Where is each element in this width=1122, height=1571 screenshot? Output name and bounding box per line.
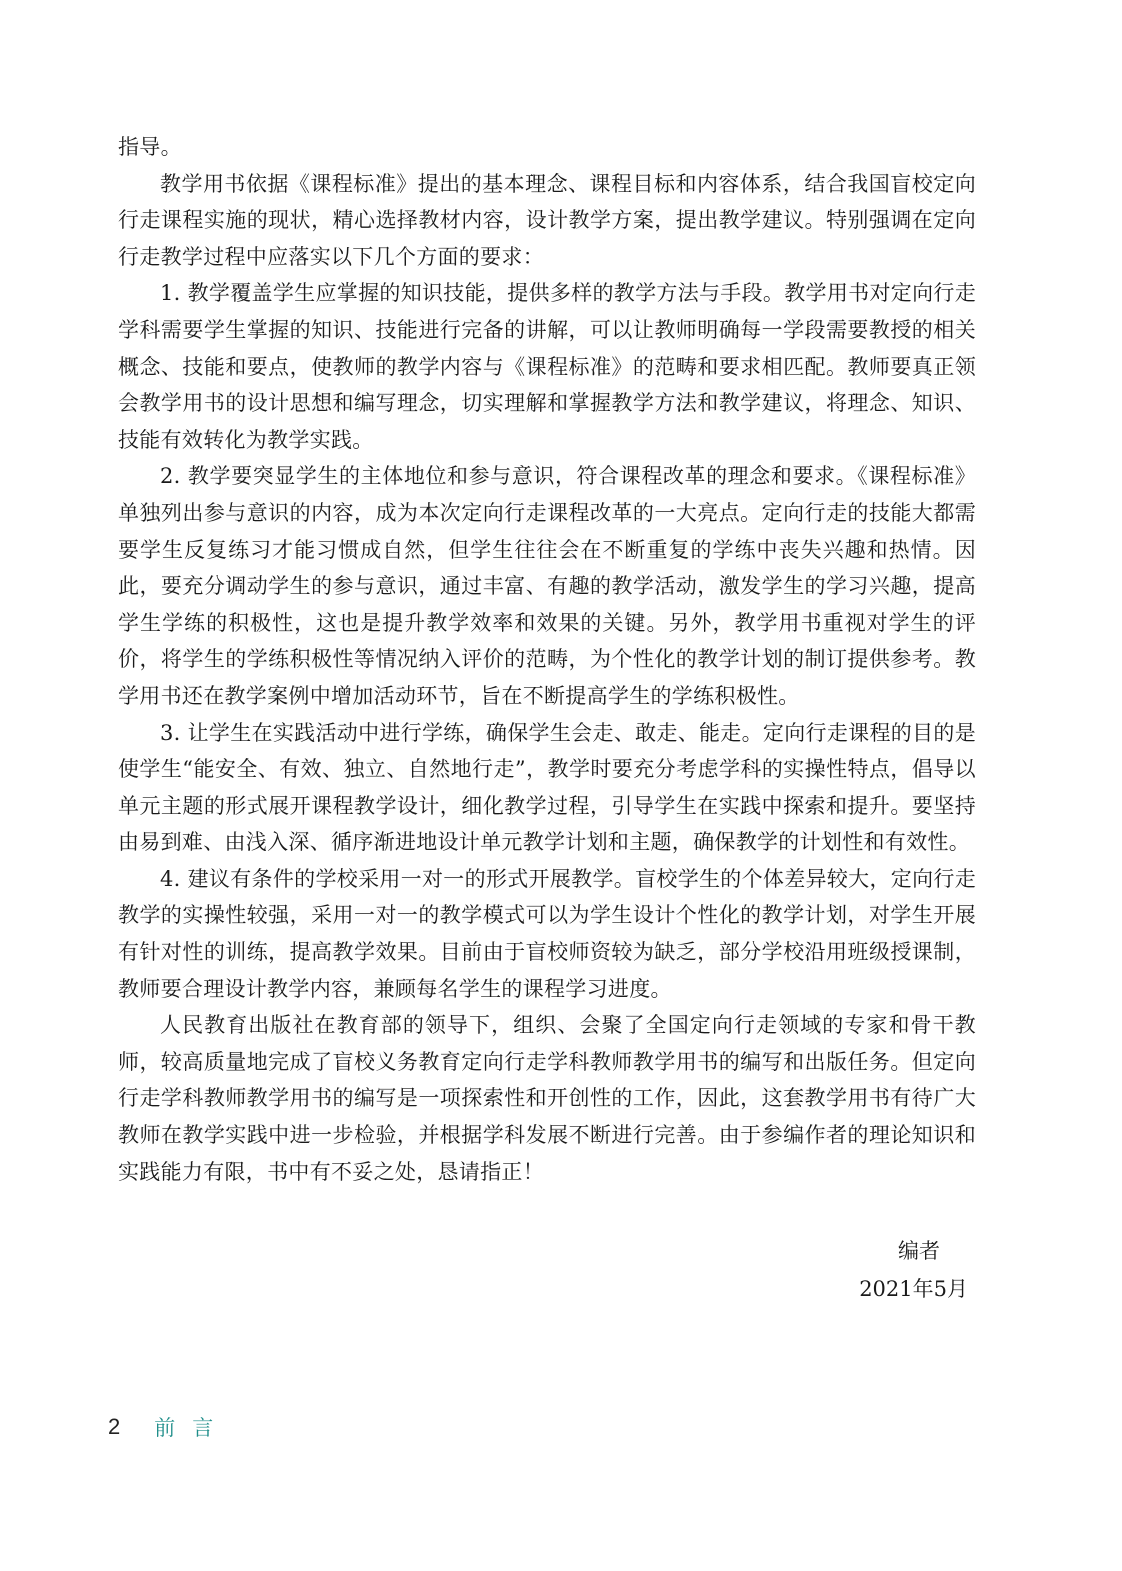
signature-block (859, 1232, 968, 1308)
paragraph-intro: 教学用书依据《课程标准》提出的基本理念、课程目标和内容体系，结合我国盲校定向行走课程实施的现状，精心选择教材内容，设计教学方案，提出教学建议。特别强调在定向行走教学过程中应落实以下几个方面的要求： (118, 171, 976, 269)
paragraph-requirement-1: 1. 教学覆盖学生应掌握的知识技能，提供多样的教学方法与手段。教学用书对定向行走学科需要学生掌握的知识、技能进行完备的讲解，可以让教师明确每一学段需要教授的相关概念、技能和要点，使教师的教学内容与《课程标准》的范畴和要求相匹配。教师要真正领会教学用书的设计思想和编写理念，切实理解和掌握教学方法和教学建议，将理念、知识、技能有效转化为教学实践。 (118, 281, 976, 452)
section-name: 前言 (154, 1416, 231, 1440)
body-text (118, 129, 976, 1190)
paragraph-requirement-3: 3. 让学生在实践活动中进行学练，确保学生会走、敢走、能走。定向行走课程的目的是使学生“能安全、有效、独立、自然地行走”，教学时要充分考虑学科的实操性特点，倡导以单元主题的形式展开课程教学设计，细化教学过程，引导学生在实践中探索和提升。要坚持由易到难、由浅入深、循序渐进地设计单元教学计划和主题，确保教学的计划性和有效性。 (118, 720, 976, 855)
signature-author: 编者 (898, 1239, 940, 1263)
paragraph-requirement-2: 2. 教学要突显学生的主体地位和参与意识，符合课程改革的理念和要求。《课程标准》单独列出参与意识的内容，成为本次定向行走课程改革的一大亮点。定向行走的技能大都需要学生反复练习才能习惯成自然，但学生往往会在不断重复的学练中丧失兴趣和热情。因此，要充分调动学生的参与意识，通过丰富、有趣的教学活动，激发学生的学习兴趣，提高学生学练的积极性，这也是提升教学效率和效果的关键。另外，教学用书重视对学生的评价，将学生的学练积极性等情况纳入评价的范畴，为个性化的教学计划的制订提供参考。教学用书还在教学案例中增加活动环节，旨在不断提高学生的学练积极性。 (118, 464, 976, 708)
page-number: 2 (108, 1414, 121, 1439)
paragraph-requirement-4: 4. 建议有条件的学校采用一对一的形式开展教学。盲校学生的个体差异较大，定向行走教学的实操性较强，采用一对一的教学模式可以为学生设计个性化的教学计划，对学生开展有针对性的训练，提高教学效果。目前由于盲校师资较为缺乏，部分学校沿用班级授课制，教师要合理设计教学内容，兼顾每名学生的课程学习进度。 (118, 866, 976, 1001)
signature-date: 2021年5月 (859, 1277, 968, 1301)
page-footer (108, 1412, 230, 1442)
paragraph-continuation: 指导。 (118, 135, 182, 159)
paragraph-closing: 人民教育出版社在教育部的领导下，组织、会聚了全国定向行走领域的专家和骨干教师，较高质量地完成了盲校义务教育定向行走学科教师教学用书的编写和出版任务。但定向行走学科教师教学用书的编写是一项探索性和开创性的工作，因此，这套教学用书有待广大教师在教学实践中进一步检验，并根据学科发展不断进行完善。由于参编作者的理论知识和实践能力有限，书中有不妥之处，恳请指正！ (118, 1013, 976, 1184)
